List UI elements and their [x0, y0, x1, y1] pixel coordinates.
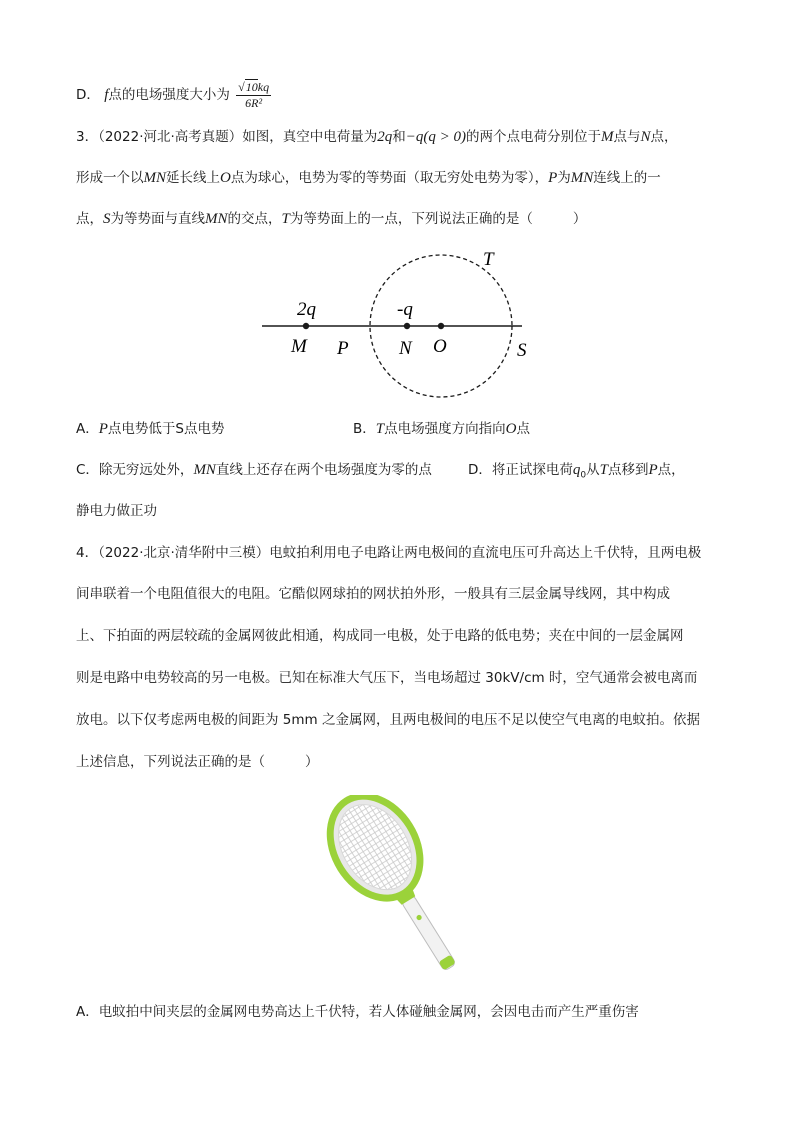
stem-text: 延长线上	[166, 170, 220, 186]
q4-stem-line-6	[76, 753, 319, 771]
point-s: S	[103, 211, 111, 227]
option-text: 点，	[657, 462, 685, 478]
question-source: （2022·北京·清华附中三模）	[98, 545, 270, 561]
segment-mn: MN	[570, 170, 594, 186]
point-m: M	[601, 129, 614, 145]
label-charge-m: 2q	[297, 299, 316, 320]
q4-stem-line-1	[76, 544, 701, 562]
segment-mn: MN	[143, 170, 166, 186]
label-s: S	[517, 340, 527, 361]
stem-text: ）	[572, 211, 587, 227]
charge-neg-q: −q(q > 0)	[405, 129, 467, 145]
option-letter: A．	[76, 421, 99, 437]
q3-option-d[interactable]	[468, 461, 685, 485]
q4-stem-line-2	[76, 585, 670, 603]
option-text: 除无穷远处外，	[98, 462, 194, 478]
point-t: T	[375, 421, 385, 437]
option-text: 将正试探电荷	[491, 462, 573, 478]
stem-text: 为等势面与直线	[110, 211, 205, 227]
stem-text: 上、下拍面的两层较疏的金属网彼此相通，构成同一电极，处于电路的低电势；夹在中间的一层金属网	[76, 628, 684, 644]
stem-text: 点，	[76, 211, 103, 227]
question-source: （2022·河北·高考真题）	[98, 129, 243, 145]
point-p: P	[98, 421, 108, 437]
option-text: 点电场强度方向指向	[384, 421, 506, 437]
stem-text: 的两个点电荷分别位于	[466, 129, 602, 145]
option-letter: B．	[353, 421, 376, 437]
dot-m	[303, 323, 309, 329]
label-charge-n: -q	[397, 299, 413, 320]
fraction-denominator: 6R²	[245, 96, 263, 110]
q3-option-c[interactable]	[76, 461, 432, 479]
option-text: 静电力做正功	[76, 503, 157, 519]
option-text: 点的电场强度大小为	[108, 87, 230, 103]
stem-text: 点，	[650, 129, 678, 145]
stem-text: ）	[305, 754, 319, 770]
point-p: P	[548, 170, 558, 186]
label-p: P	[337, 338, 349, 359]
stem-text: 为等势面上的一点，下列说法正确的是（	[289, 211, 533, 227]
point-n: N	[640, 129, 651, 145]
point-f-label: f	[104, 87, 109, 103]
dot-o	[438, 323, 444, 329]
stem-text: 的交点，	[227, 211, 282, 227]
point-o: O	[220, 170, 231, 186]
option-letter: C．	[76, 462, 99, 478]
label-m: M	[291, 336, 307, 357]
option-text: A．电蚊拍中间夹层的金属网电势高达上千伏特，若人体碰触金属网，会因电击而产生严重伤害	[76, 1004, 639, 1020]
q4-option-a[interactable]	[76, 1003, 639, 1021]
stem-text: 和	[392, 129, 406, 145]
option-text: 从	[586, 462, 600, 478]
charge-q0: q	[572, 462, 581, 478]
option-text: 直线上还存在两个电场强度为零的点	[215, 462, 432, 478]
stem-text: 电蚊拍利用电子电路让两电极间的直流电压可升高达上千伏特，且两电极	[269, 545, 702, 561]
q3-option-a[interactable]	[76, 420, 225, 438]
dot-n	[404, 323, 410, 329]
q4-stem-line-5	[76, 711, 700, 729]
q3-option-d-continued	[76, 502, 157, 520]
option-letter: D．	[468, 462, 492, 478]
fraction-sqrt-radicand: 10	[245, 80, 258, 94]
label-n: N	[399, 338, 412, 359]
option-text: 点电势低于S点电势	[107, 421, 225, 437]
question-number: 3．	[76, 129, 99, 145]
label-o: O	[433, 336, 447, 357]
stem-text: 上述信息，下列说法正确的是（	[76, 754, 265, 770]
q3-diagram	[0, 0, 794, 400]
q4-stem-line-3	[76, 627, 684, 645]
fraction-numerator-rest: kq	[257, 80, 270, 94]
stem-text: 间串联着一个电阻值很大的电阻。它酷似网球拍的网状拍外形，一般具有三层金属导线网，其中构成	[76, 586, 670, 602]
stem-text: 连线上的一	[593, 170, 661, 186]
label-t: T	[483, 249, 494, 270]
option-letter: D．	[76, 87, 100, 103]
option-text: 点	[516, 421, 530, 437]
q4-stem-line-4	[76, 669, 697, 687]
stem-text: 点与	[613, 129, 641, 145]
question-number: 4．	[76, 545, 99, 561]
field-strength-fraction: $\frac{√10kq}{\text{6R²}}$	[238, 80, 270, 110]
segment-mn: MN	[205, 211, 228, 227]
mosquito-racket-image	[300, 795, 500, 980]
stem-text: 放电。以下仅考虑两电极的间距为 5mm 之金属网，且两电极间的电压不足以使空气电离的电蚊拍。依据	[76, 712, 700, 728]
point-t: T	[281, 211, 290, 227]
stem-text: 形成一个以	[76, 170, 144, 186]
point-o: O	[505, 421, 517, 437]
option-text: 点移到	[607, 462, 649, 478]
point-p: P	[648, 462, 658, 478]
point-t: T	[599, 462, 608, 478]
q3-option-b[interactable]	[353, 420, 530, 438]
stem-text: 为	[557, 170, 571, 186]
stem-text: 如图，真空中电荷量为	[242, 129, 378, 145]
stem-text: 点为球心，电势为零的等势面（取无穷处电势为零），	[230, 170, 549, 186]
stem-text: 则是电路中电势较高的另一电极。已知在标准大气压下，当电场超过 30kV/cm 时，空气通常会被电离而	[76, 670, 698, 686]
charge-q0-subscript: 0	[580, 470, 587, 481]
segment-mn: MN	[193, 462, 216, 478]
charge-2q: 2q	[377, 129, 393, 145]
